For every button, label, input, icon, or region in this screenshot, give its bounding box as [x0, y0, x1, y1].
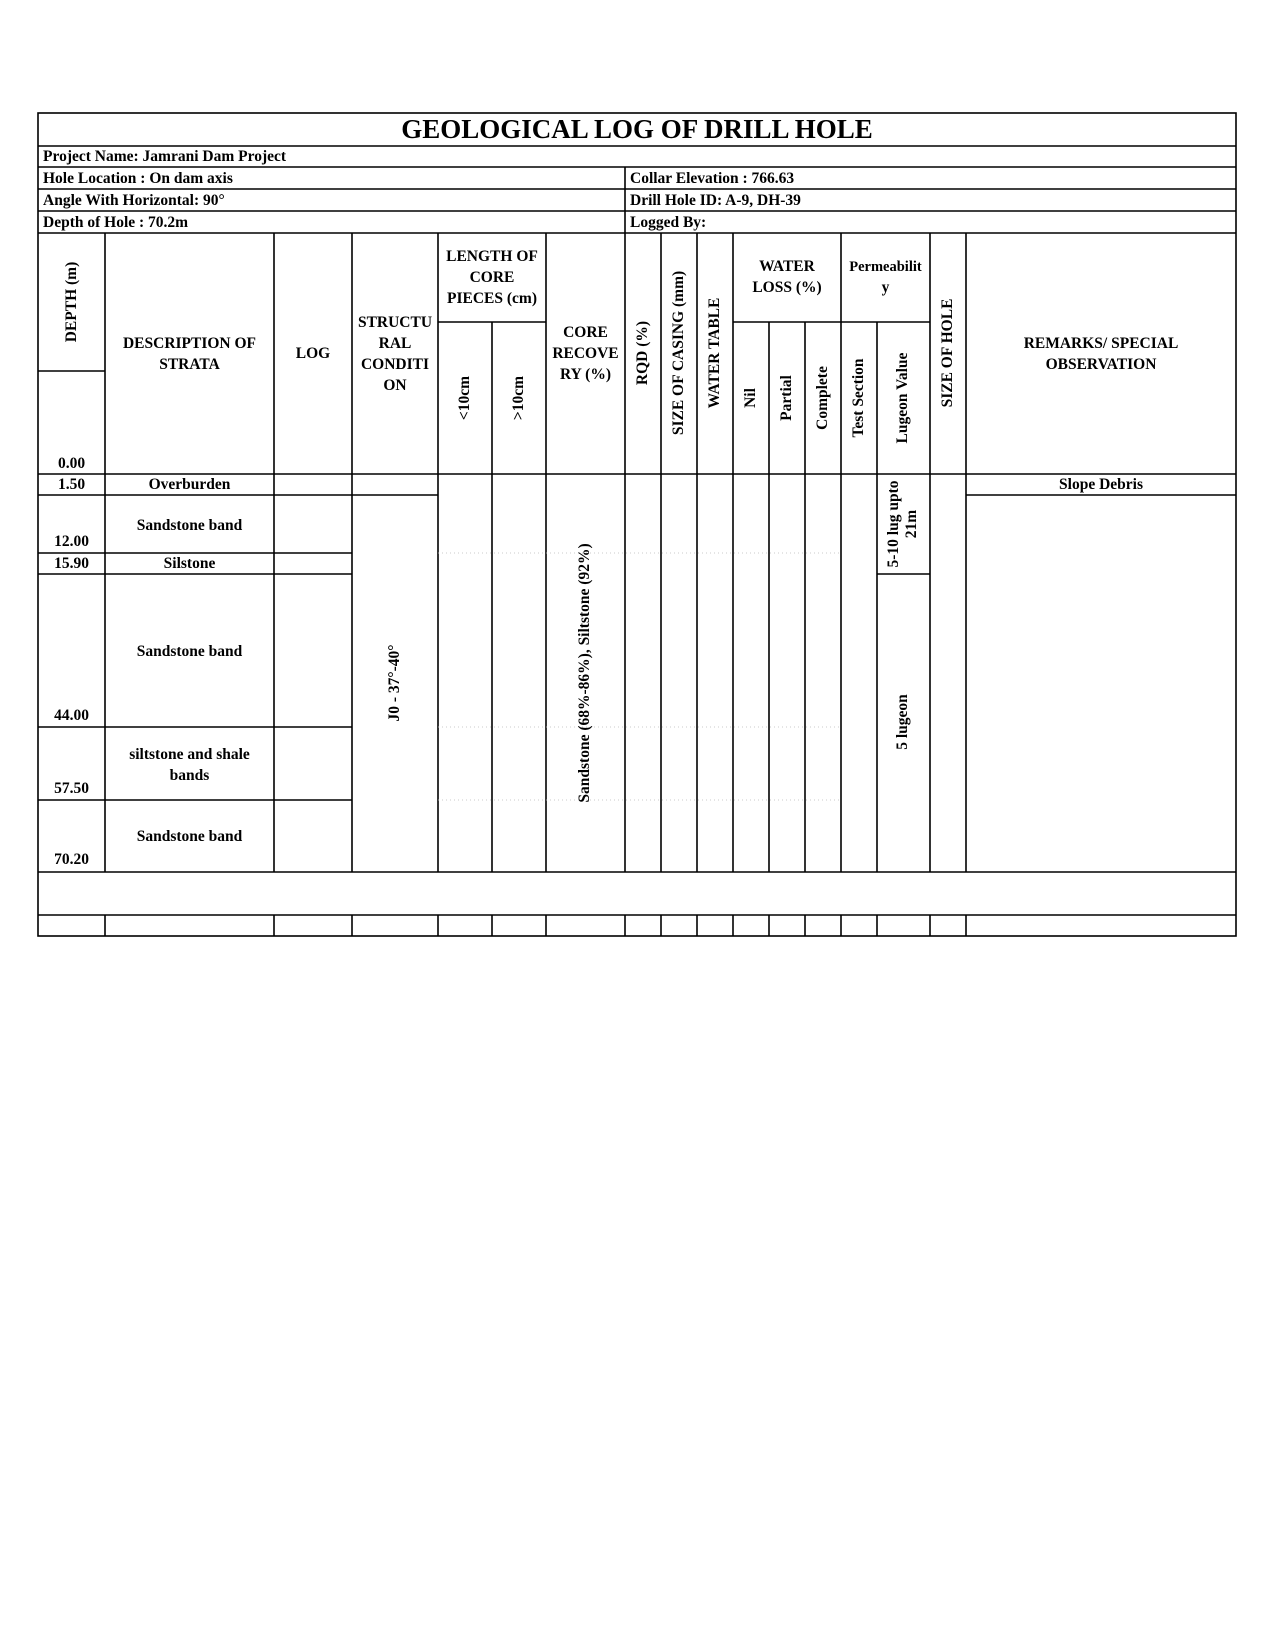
- depth-value: 1.50: [57, 476, 86, 493]
- depth-value: 15.90: [54, 555, 89, 572]
- strata-description: Overburden: [148, 476, 231, 493]
- header-structural-line1: STRUCTU: [357, 314, 433, 331]
- project-name: Project Name: Jamrani Dam Project: [43, 148, 287, 165]
- structural-condition: J0 - 37°-40°: [386, 644, 403, 722]
- header-permeability-line2: y: [881, 279, 890, 296]
- angle-with-horizontal: Angle With Horizontal: 90°: [43, 192, 225, 209]
- header-lt10: <10cm: [456, 375, 473, 421]
- header-description-line2: STRATA: [159, 356, 220, 373]
- collar-elevation: Collar Elevation : 766.63: [630, 170, 795, 187]
- depth-value: 70.20: [54, 851, 89, 868]
- header-water-loss-line1: WATER: [759, 258, 815, 275]
- header-depth-start: 0.00: [57, 455, 86, 472]
- header-length-line3: PIECES (cm): [447, 290, 537, 307]
- header-core-line2: RECOVE: [552, 345, 619, 362]
- header-complete: Complete: [814, 366, 831, 430]
- strata-description: bands: [169, 767, 210, 784]
- header-casing: SIZE OF CASING (mm): [670, 270, 687, 436]
- header-gt10: >10cm: [510, 375, 527, 421]
- strata-description: Silstone: [163, 555, 216, 572]
- lugeon-value-1: 5-10 lug upto: [885, 480, 902, 568]
- header-water-loss-line2: LOSS (%): [752, 279, 822, 296]
- strata-description: Sandstone band: [136, 517, 243, 534]
- drill-hole-id: Drill Hole ID: A-9, DH-39: [630, 192, 801, 209]
- header-core-line1: CORE: [563, 324, 608, 341]
- header-core-line3: RY (%): [560, 366, 611, 383]
- header-water-table: WATER TABLE: [706, 297, 723, 409]
- strata-description: siltstone and shale: [129, 746, 250, 763]
- core-recovery: Sandstone (68%-86%), Siltstone (92%): [576, 543, 593, 803]
- lugeon-value-1-cont: 21m: [903, 509, 920, 539]
- header-remarks-line1: REMARKS/ SPECIAL: [1023, 335, 1179, 352]
- header-structural-line4: ON: [383, 377, 407, 394]
- lugeon-value-2: 5 lugeon: [894, 694, 911, 750]
- header-structural-line3: CONDITI: [360, 356, 430, 373]
- header-lugeon-value: Lugeon Value: [894, 352, 911, 444]
- header-length-line2: CORE: [469, 269, 515, 286]
- page-title: GEOLOGICAL LOG OF DRILL HOLE: [401, 114, 873, 144]
- header-permeability-line1: Permeabilit: [849, 259, 922, 275]
- header-size-of-hole: SIZE OF HOLE: [939, 298, 956, 408]
- header-depth: DEPTH (m): [63, 261, 80, 343]
- depth-of-hole: Depth of Hole : 70.2m: [43, 214, 189, 231]
- depth-value: 12.00: [54, 533, 89, 550]
- header-log: LOG: [295, 345, 331, 362]
- header-test-section: Test Section: [850, 358, 867, 438]
- header-length-line1: LENGTH OF: [446, 248, 538, 265]
- header-nil: Nil: [742, 388, 759, 408]
- hole-location: Hole Location : On dam axis: [43, 170, 233, 187]
- header-partial: Partial: [778, 375, 795, 421]
- depth-value: 44.00: [54, 707, 89, 724]
- header-description-line1: DESCRIPTION OF: [122, 335, 257, 352]
- header-remarks-line2: OBSERVATION: [1045, 356, 1157, 373]
- depth-value: 57.50: [54, 780, 89, 797]
- strata-description: Sandstone band: [136, 828, 243, 845]
- strata-description: Sandstone band: [136, 643, 243, 660]
- header-structural-line2: RAL: [378, 335, 412, 352]
- header-rqd: RQD (%): [634, 320, 651, 386]
- logged-by: Logged By:: [630, 214, 707, 231]
- remarks-cell: Slope Debris: [1059, 476, 1143, 493]
